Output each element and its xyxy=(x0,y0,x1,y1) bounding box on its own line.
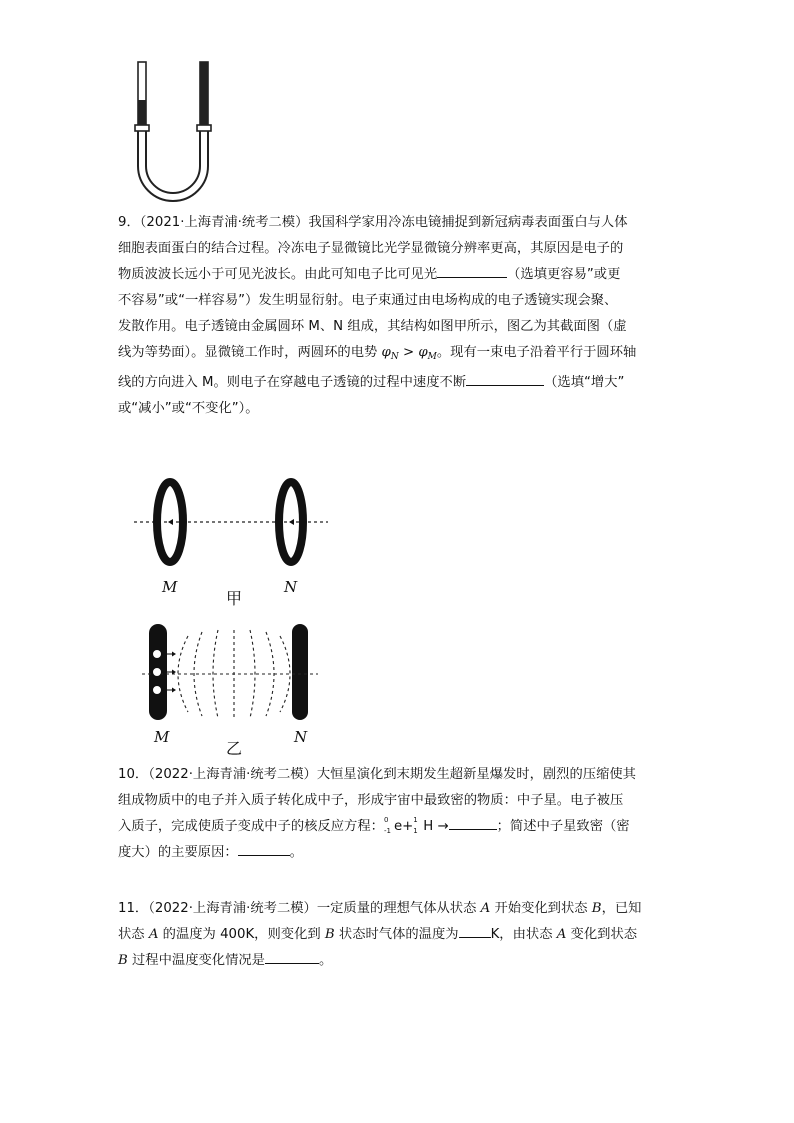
label-m: M xyxy=(162,578,178,596)
answer-blank[interactable] xyxy=(437,263,507,278)
u-tube-figure xyxy=(126,56,226,206)
answer-blank[interactable] xyxy=(459,923,491,938)
question-10: 10．（2022·上海青浦·统考二模）大恒星演化到末期发生超新星爆发时，剧烈的压缩使其 组成物质中的电子并入质子转化成中子，形成宇宙中最致密的物质：中子星。电子被压 入质子，完成使质子变成中子的核反应方程： 0 -1 e+ 1 1 H → ；简述中子星致密（密 度大）的主要原因： 。 xyxy=(118,767,636,860)
answer-blank[interactable] xyxy=(449,815,497,830)
figure-caption: 乙 xyxy=(226,739,243,758)
ring-figure-yi xyxy=(140,618,320,726)
question-11: 11．（2022·上海青浦·统考二模）一定质量的理想气体从状态 A 开始变化到状态 B，已知 状态 A 的温度为 400K，则变化到 B 状态时气体的温度为 K，由状态 A 变化到状态 B 过程中温度变化情况是 。 xyxy=(118,901,642,968)
answer-blank[interactable] xyxy=(238,841,290,856)
figure-caption: 甲 xyxy=(226,589,243,608)
label-n: N xyxy=(294,728,308,746)
answer-blank[interactable] xyxy=(265,949,319,964)
label-m: M xyxy=(154,728,170,746)
label-n: N xyxy=(284,578,298,596)
ring-figure-jia xyxy=(128,468,338,578)
answer-blank[interactable] xyxy=(466,371,544,386)
question-9: 9．（2021·上海青浦·统考二模）我国科学家用冷冻电镜捕捉到新冠病毒表面蛋白与人体 细胞表面蛋白的结合过程。冷冻电子显微镜比光学显微镜分辨率更高，其原因是电子的 物质波波长远小于可见光波长。由此可知电子比可见光 （选填更容易”或更 不容易”或“一样容易”）发生明显衍射。电子束通过由电场构成的电子透镜实现会聚、 发散作用。电子透镜由金属圆环 M、N 组成，其结构如图甲所示，图乙为其截面图（虚 线为等势面）。显微镜工作时，两圆环的电势 $\varphi_N > \varphi_M$。现有一束电子沿着平行于圆环轴 线的方向进入 M。则电子在穿越电子透镜的过程中速度不断 （选填“增大” 或“减小”或“不变化”）。 xyxy=(118,215,637,416)
